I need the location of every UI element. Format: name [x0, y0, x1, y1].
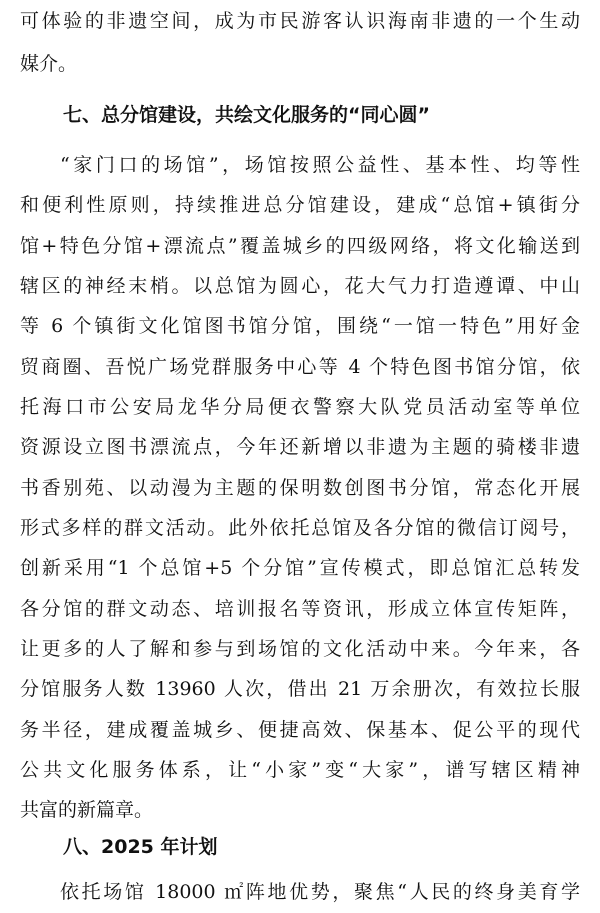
- paragraph-line: 辖区的神经末梢。以总馆为圆心，花大气力打造遵谭、中山: [20, 275, 580, 297]
- paragraph-line: 共富的新篇章。: [20, 799, 154, 821]
- paragraph-line: 馆+特色分馆+漂流点”覆盖城乡的四级网络，将文化输送到: [20, 235, 580, 257]
- paragraph-line: 和便利性原则，持续推进总分馆建设，建成“总馆+镇街分: [20, 194, 580, 216]
- paragraph-line: 让更多的人了解和参与到场馆的文化活动中来。今年来，各: [20, 638, 580, 660]
- paragraph-line: 贸商圈、吾悦广场党群服务中心等 4 个特色图书馆分馆，依: [20, 356, 580, 378]
- paragraph-line: “家门口的场馆”，场馆按照公益性、基本性、均等性: [60, 154, 580, 176]
- paragraph-line: 各分馆的群文动态、培训报名等资讯，形成立体宣传矩阵，: [20, 598, 580, 620]
- paragraph-line: 资源设立图书漂流点，今年还新增以非遗为主题的骑楼非遗: [20, 436, 580, 458]
- paragraph-line: 务半径，建成覆盖城乡、便捷高效、保基本、促公平的现代: [20, 719, 580, 741]
- paragraph-line: 创新采用“1 个总馆+5 个分馆”宣传模式，即总馆汇总转发: [20, 557, 580, 579]
- paragraph-line: 等 6 个镇街文化馆图书馆分馆，围绕“一馆一特色”用好金: [20, 315, 580, 337]
- paragraph-line: 分馆服务人数 13960 人次，借出 21 万余册次，有效拉长服: [20, 678, 580, 700]
- paragraph-line: 公共文化服务体系，让“小家”变“大家”，谱写辖区精神: [20, 759, 580, 781]
- paragraph-line: 托海口市公安局龙华分局便衣警察大队党员活动室等单位: [20, 396, 580, 418]
- paragraph-line: 形式多样的群文活动。此外依托总馆及各分馆的微信订阅号，: [20, 517, 580, 539]
- paragraph-line: 书香别苑、以动漫为主题的保明数创图书分馆，常态化开展: [20, 477, 580, 499]
- section-heading-8: 八、2025 年计划: [63, 836, 218, 858]
- section-heading-7: 七、总分馆建设，共绘文化服务的“同心圆”: [63, 104, 430, 126]
- paragraph-line: 可体验的非遗空间，成为市民游客认识海南非遗的一个生动: [20, 10, 580, 32]
- paragraph-line: 依托场馆 18000 ㎡阵地优势，聚焦“人民的终身美育学: [60, 881, 580, 903]
- paragraph-line: 媒介。: [20, 53, 78, 75]
